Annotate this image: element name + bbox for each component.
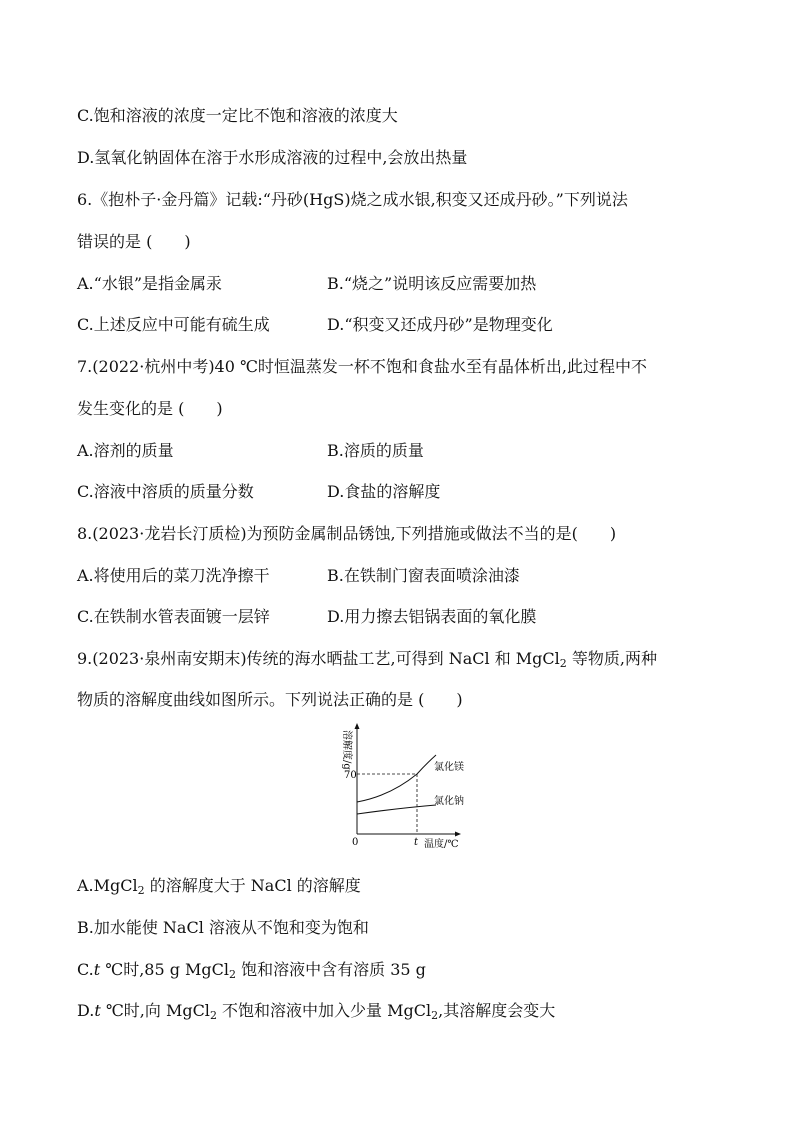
x-axis-arrow (455, 832, 461, 837)
series-nacl-line (357, 805, 436, 814)
q6-option-a: A.“水银”是指金属汞 (77, 274, 223, 293)
q5-option-c: C.饱和溶液的浓度一定比不饱和溶液的浓度大 (77, 106, 398, 125)
q7-stem-line2: 发生变化的是 ( ) (77, 399, 223, 418)
q6-option-d: D.“积变又还成丹砂”是物理变化 (327, 315, 553, 334)
q9-option-c: C.t ℃时,85 g MgCl$_2$ 饱和溶液中含有溶质 35 g (77, 960, 426, 981)
series-mgcl2-line (357, 755, 436, 802)
q9-stem-line1: 9.(2023·泉州南安期末)传统的海水晒盐工艺,可得到 NaCl 和 MgCl$_2$ 等物质,两种 (77, 649, 657, 670)
subscript: 2 (209, 1009, 217, 1022)
q6-option-c: C.上述反应中可能有硫生成 (77, 315, 270, 334)
legend-mgcl2: 氯化镁 (434, 762, 464, 773)
q7-option-a: A.溶剂的质量 (77, 441, 174, 460)
q9-stem-line2: 物质的溶解度曲线如图所示。下列说法正确的是 ( ) (77, 690, 463, 709)
x-tick-0: 0 (352, 837, 359, 848)
q9-option-a: A.MgCl$_2$ 的溶解度大于 NaCl 的溶解度 (77, 876, 361, 897)
subscript: 2 (559, 657, 567, 670)
legend-nacl: 氯化钠 (434, 796, 464, 807)
q8-option-b: B.在铁制门窗表面喷涂油漆 (327, 566, 520, 585)
q5-option-d: D.氢氧化钠固体在溶于水形成溶液的过程中,会放出热量 (77, 148, 468, 167)
y-axis-label: 溶解度/g (341, 730, 352, 770)
q9-option-d: D.t ℃时,向 MgCl$_2$ 不饱和溶液中加入少量 MgCl$_2$,其溶解度会变大 (77, 1001, 556, 1022)
q8-option-c: C.在铁制水管表面镀一层锌 (77, 607, 270, 626)
q7-stem-line1: 7.(2022·杭州中考)40 ℃时恒温蒸发一杯不饱和食盐水至有晶体析出,此过程中不 (77, 357, 647, 376)
x-axis-label: 温度/℃ (424, 839, 459, 850)
q8-option-d: D.用力擦去铝锅表面的氧化膜 (327, 607, 537, 626)
q6-option-b: B.“烧之”说明该反应需要加热 (327, 274, 537, 293)
x-tick-t: t (414, 837, 419, 848)
q6-stem-line2: 错误的是 ( ) (77, 232, 191, 251)
q6-stem-line1: 6.《抱朴子·金丹篇》记载:“丹砂(HgS)烧之成水银,积变又还成丹砂。”下列说法 (77, 190, 628, 209)
q8-stem: 8.(2023·龙岩长汀质检)为预防金属制品锈蚀,下列措施或做法不当的是( ) (77, 524, 617, 543)
q8-option-a: A.将使用后的菜刀洗净擦干 (77, 566, 270, 585)
subscript: 2 (431, 1009, 439, 1022)
q7-option-b: B.溶质的质量 (327, 441, 424, 460)
y-axis-arrow (355, 723, 360, 729)
y-tick-70: 70 (344, 770, 357, 781)
subscript: 2 (229, 968, 237, 981)
q7-option-d: D.食盐的溶解度 (327, 482, 441, 501)
solubility-chart (330, 722, 480, 857)
subscript: 2 (137, 884, 145, 897)
q7-option-c: C.溶液中溶质的质量分数 (77, 482, 254, 501)
q9-option-b: B.加水能使 NaCl 溶液从不饱和变为饱和 (77, 918, 369, 937)
